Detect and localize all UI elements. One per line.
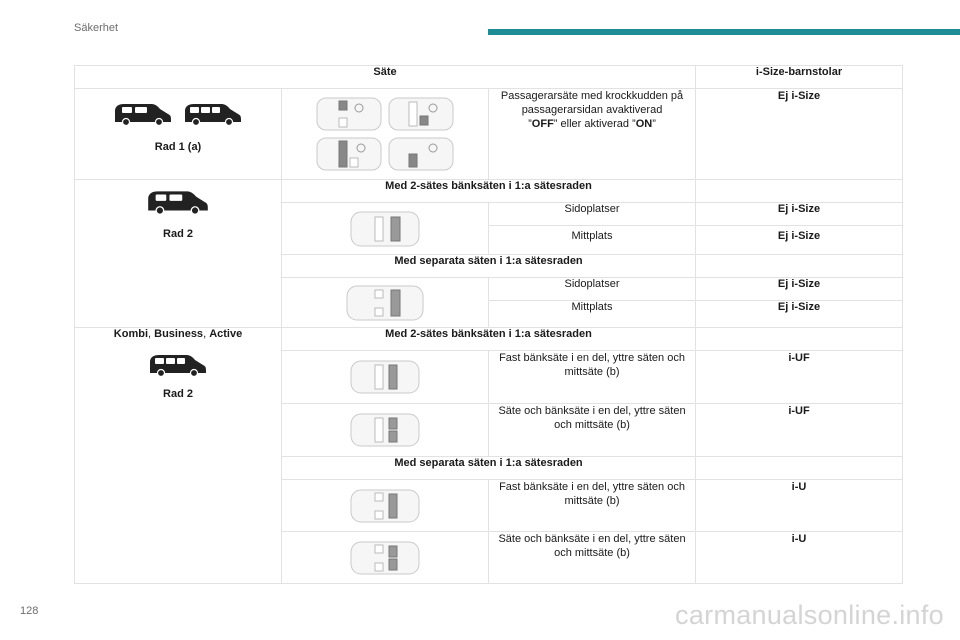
on-label: ON: [635, 118, 653, 130]
row2-sec2-side-value: Ej i-Size: [696, 278, 903, 301]
row1-description: [489, 89, 696, 180]
car-seat-diagram-icon: [345, 284, 425, 322]
car-seat-diagram-icon: [349, 540, 421, 576]
car-seat-diagram-icon: [387, 96, 455, 132]
van-icon: [145, 188, 211, 216]
row1-airbag-state: [489, 117, 695, 131]
row2-section2-title: Med separata säten i 1:a sätesraden: [282, 255, 696, 278]
empty-cell: [696, 457, 903, 480]
row2-vehicle-cell: [75, 180, 282, 328]
row2-section1-diagram: [282, 203, 489, 255]
watermark: carmanualsonline.info: [675, 600, 944, 630]
seat-table: [74, 65, 903, 584]
car-seat-diagram-icon: [315, 136, 383, 172]
row2-sec2-mid-label: Mittplats: [489, 301, 696, 328]
row3-sec1-b-text: Säte och bänksäte i en del, yttre säten och mittsäte (b): [489, 404, 696, 457]
row3-sec2-b-text: Säte och bänksäte i en del, yttre säten och mittsäte (b): [489, 532, 696, 584]
table-header-row: [75, 66, 903, 89]
row2-sec1-mid-label: Mittplats: [489, 226, 696, 255]
empty-cell: [696, 328, 903, 351]
row1-description-text: Passagerarsäte med krockkudden på passagerarsidan avaktiverad: [500, 90, 684, 116]
row1-value: Ej i-Size: [696, 89, 903, 180]
row3-versions: [75, 328, 281, 340]
car-seat-diagram-icon: [387, 136, 455, 172]
van-icon: [112, 101, 174, 127]
or-activated-text: ” eller aktiverad ”: [553, 118, 636, 130]
separator: ,: [203, 328, 210, 340]
row2-label: Rad 2: [163, 228, 193, 240]
car-seat-diagram-icon: [349, 359, 421, 395]
row3-section1-title: Med 2-sätes bänksäten i 1:a sätesraden: [282, 328, 696, 351]
separator: ,: [148, 328, 155, 340]
row3-sec2-a-value: i-U: [696, 480, 903, 532]
version-kombi: Kombi: [113, 328, 149, 340]
row3-sec2-a-text: Fast bänksäte i en del, yttre säten och mittsäte (b): [489, 480, 696, 532]
off-label: OFF: [531, 118, 554, 130]
row1-label: Rad 1 (a): [154, 141, 202, 153]
table-row: [75, 328, 903, 351]
section-title: Säkerhet: [74, 22, 119, 34]
row3-sec1-diagram-a: [282, 351, 489, 404]
section-accent-bar: [488, 29, 960, 35]
car-seat-diagram-icon: [349, 488, 421, 524]
row1-seat-diagrams: [282, 89, 489, 180]
row3-sec2-b-value: i-U: [696, 532, 903, 584]
row3-section2-title: Med separata säten i 1:a sätesraden: [282, 457, 696, 480]
row3-sec2-diagram-a: [282, 480, 489, 532]
row3-sec1-a-value: i-UF: [696, 351, 903, 404]
row2-sec2-side-label: Sidoplatser: [489, 278, 696, 301]
quote-mark: ”: [652, 118, 656, 130]
header-isize: i-Size-barnstolar: [696, 66, 903, 89]
row2-sec1-mid-value: Ej i-Size: [696, 226, 903, 255]
quote-mark: ”: [528, 118, 532, 130]
row2-sec2-mid-value: Ej i-Size: [696, 301, 903, 328]
car-seat-diagram-icon: [315, 96, 383, 132]
row3-sec1-a-text: Fast bänksäte i en del, yttre säten och mittsäte (b): [489, 351, 696, 404]
row2-section1-title: Med 2-sätes bänksäten i 1:a sätesraden: [282, 180, 696, 203]
row3-vehicle-cell: [75, 328, 282, 584]
page-number: 128: [20, 605, 39, 617]
header-seat: Säte: [75, 66, 696, 89]
car-seat-diagram-icon: [349, 412, 421, 448]
row3-label: Rad 2: [163, 388, 193, 400]
version-business: Business: [154, 328, 204, 340]
table-row: [75, 89, 903, 180]
empty-cell: [696, 255, 903, 278]
van-icon: [147, 352, 209, 378]
row1-vehicle-cell: [75, 89, 282, 180]
car-seat-diagram-icon: [349, 210, 421, 248]
row2-sec1-side-label: Sidoplatser: [489, 203, 696, 226]
empty-cell: [696, 180, 903, 203]
table-row: [75, 180, 903, 203]
row2-sec1-side-value: Ej i-Size: [696, 203, 903, 226]
van-long-icon: [182, 101, 244, 127]
row3-sec1-diagram-b: [282, 404, 489, 457]
version-active: Active: [209, 328, 243, 340]
row2-section2-diagram: [282, 278, 489, 328]
row3-sec1-b-value: i-UF: [696, 404, 903, 457]
row3-sec2-diagram-b: [282, 532, 489, 584]
